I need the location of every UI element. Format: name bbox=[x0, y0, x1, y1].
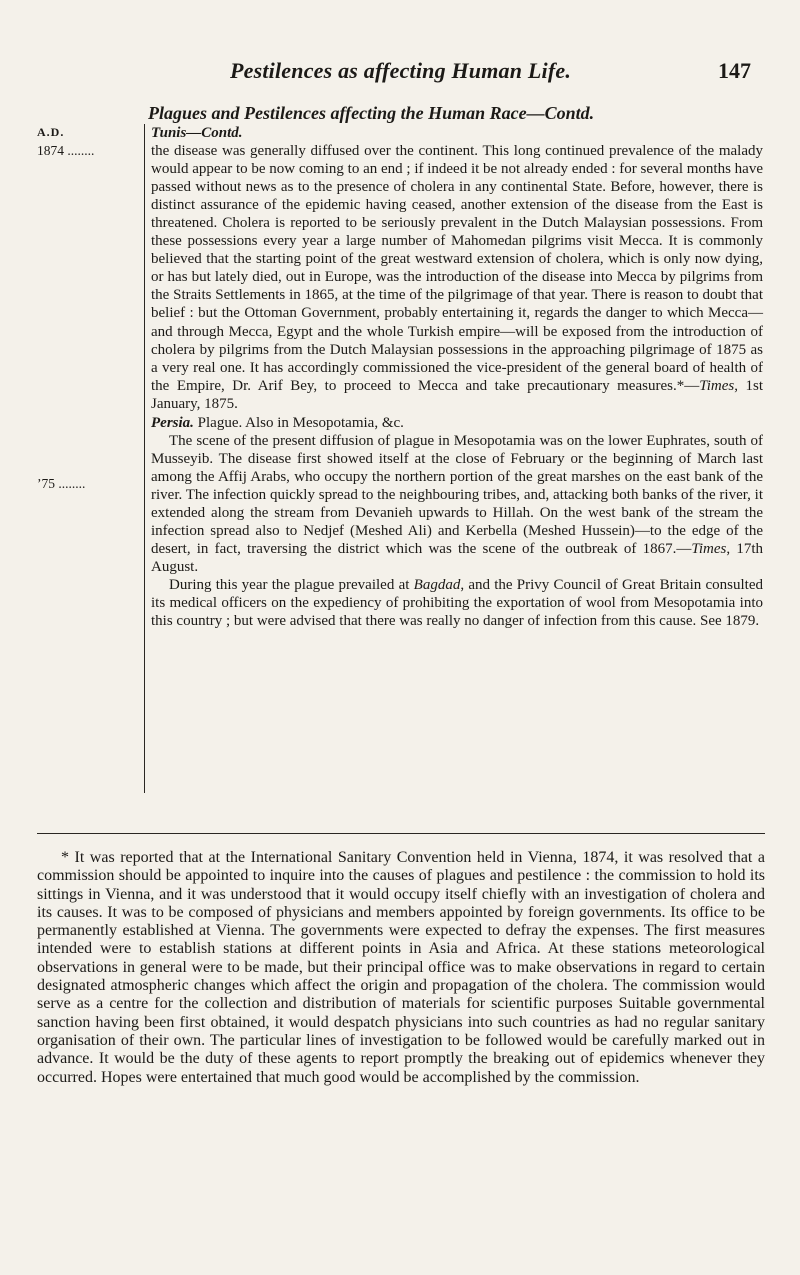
source-date-1: , 1st January, 1875. bbox=[151, 377, 763, 412]
year-column-label: A.D. bbox=[37, 125, 65, 139]
entry-body-persia-text: The scene of the present diffusion of plague in Mesopotamia was on the lower Euphrates, south of Musseyib. The disease first showed itself at the close of February or the beginning of March last among the Affij Arabs, who occupy the northern portion of the great marshes on the east bank of the river. The infection quickly spread to the neighbouring tribes, and, attacking both banks of the river, it extended along the stream from Devanieh upwards to Hillah. On the west bank of the stream the infection spread also to Nedjef (Meshed Ali) and Kerbella (Meshed Hussein)—to the edge of the desert, in fact, traversing the district which was the scene of the outbreak of 1867.— bbox=[151, 432, 763, 558]
para2-after: , and the Privy Council of Great Britain consulted its medical officers on the expediency of prohibiting the exportation of wool from Mesopotamia into this country ; but were advised that there was really no danger of infection from this cause. See 1879. bbox=[151, 577, 763, 630]
running-title: Pestilences as affecting Human Life. bbox=[230, 58, 572, 83]
source-date-2: , 17th August. bbox=[151, 541, 764, 576]
entry-body-tunis: the disease was generally diffused over the continent. This long continued prevalence of the malady would appear to be now coming to an end ; if indeed it be not already ended : for several months have passed without news as to the presence of cholera in any continental State. Before, however, there is distinct assurance of the epidemic having ceased, another extension of the disease from the East is threatened. Cholera is reported to be seriously prevalent in the Dutch Malaysian possessions. From these possessions every year a large number of Mahomedan pilgrims visit Mecca. It is commonly believed that the starting point of the great westward extension of cholera, which is only now dying, or has but lately died, out in Europe, was the introduction of the disease into Mecca by pilgrims from the Straits Settlements in 1865, at the time of the pilgrimage of that year. There is reason to doubt that belief : but the Ottoman Government, probably entertaining it, regards the danger to which Mecca—and through Mecca, Egypt and the whole Turkish empire—will be exposed from the introduction of cholera by pilgrims from the Dutch Malaysian possessions in the approaching pilgrimage of 1875 as a very real one. It has accordingly commissioned the vice-president of the general board of health of the Empire, Dr. Arif Bey, to proceed to Mecca and take precautionary measures.*— bbox=[151, 143, 763, 394]
source-times-2: Times bbox=[691, 541, 727, 558]
entry-heading-persia-rest: Plague. Also in Mesopotamia, &c. bbox=[193, 414, 404, 431]
entry-year-1875: ’75 ........ bbox=[37, 476, 86, 491]
entry-body-persia bbox=[151, 432, 763, 576]
section-title: Plagues and Pestilences affecting the Human Race—Contd. bbox=[148, 103, 595, 123]
entry-year-1874: 1874 ........ bbox=[37, 143, 95, 158]
main-text bbox=[151, 124, 763, 630]
footnote: * It was reported that at the International Sanitary Convention held in Vienna, 1874, it was resolved that a commission should be appointed to inquire into the causes of plagues and pestilence : the commission to hold its sittings in Vienna, and it was understood that it would occupy itself chiefly with an investigation of cholera and its causes. It was to be composed of physicians and members appointed by foreign governments. Its office to be permanently established at Vienna. The governments were expected to defray the expenses. The first measures intended were to establish stations at different points in Asia and Africa. At these stations meteorological observations in general were to be made, but their principal office was to make observations in regard to certain designated atmospheric changes which affect the origin and propagation of the cholera. The commission would serve as a centre for the collection and distribution of materials for scientific purposes Suitable governmental sanction having been first obtained, it would despatch physicians into such countries as had no regular sanitary organisation of their own. The particular lines of investigation to be followed would be carefully marked out in advance. It would be the duty of these agents to report promptly the breaking out of epidemics whenever they occurred. Hopes were entertained that much good would be accomplished by the commission. bbox=[37, 849, 765, 1086]
entry-heading-persia: Persia. bbox=[151, 414, 194, 431]
para2-before: During this year the plague prevailed at bbox=[169, 577, 414, 594]
entry-tunis bbox=[151, 124, 763, 413]
page-number: 147 bbox=[718, 58, 751, 83]
entry-body-persia-2 bbox=[151, 576, 763, 630]
entry-persia bbox=[151, 414, 763, 432]
entry-heading-tunis: Tunis—Contd. bbox=[151, 125, 243, 141]
footnote-rule bbox=[37, 833, 765, 834]
column-divider bbox=[144, 124, 145, 793]
source-times-1: Times bbox=[699, 377, 735, 394]
place-bagdad: Bagdad bbox=[413, 577, 461, 594]
